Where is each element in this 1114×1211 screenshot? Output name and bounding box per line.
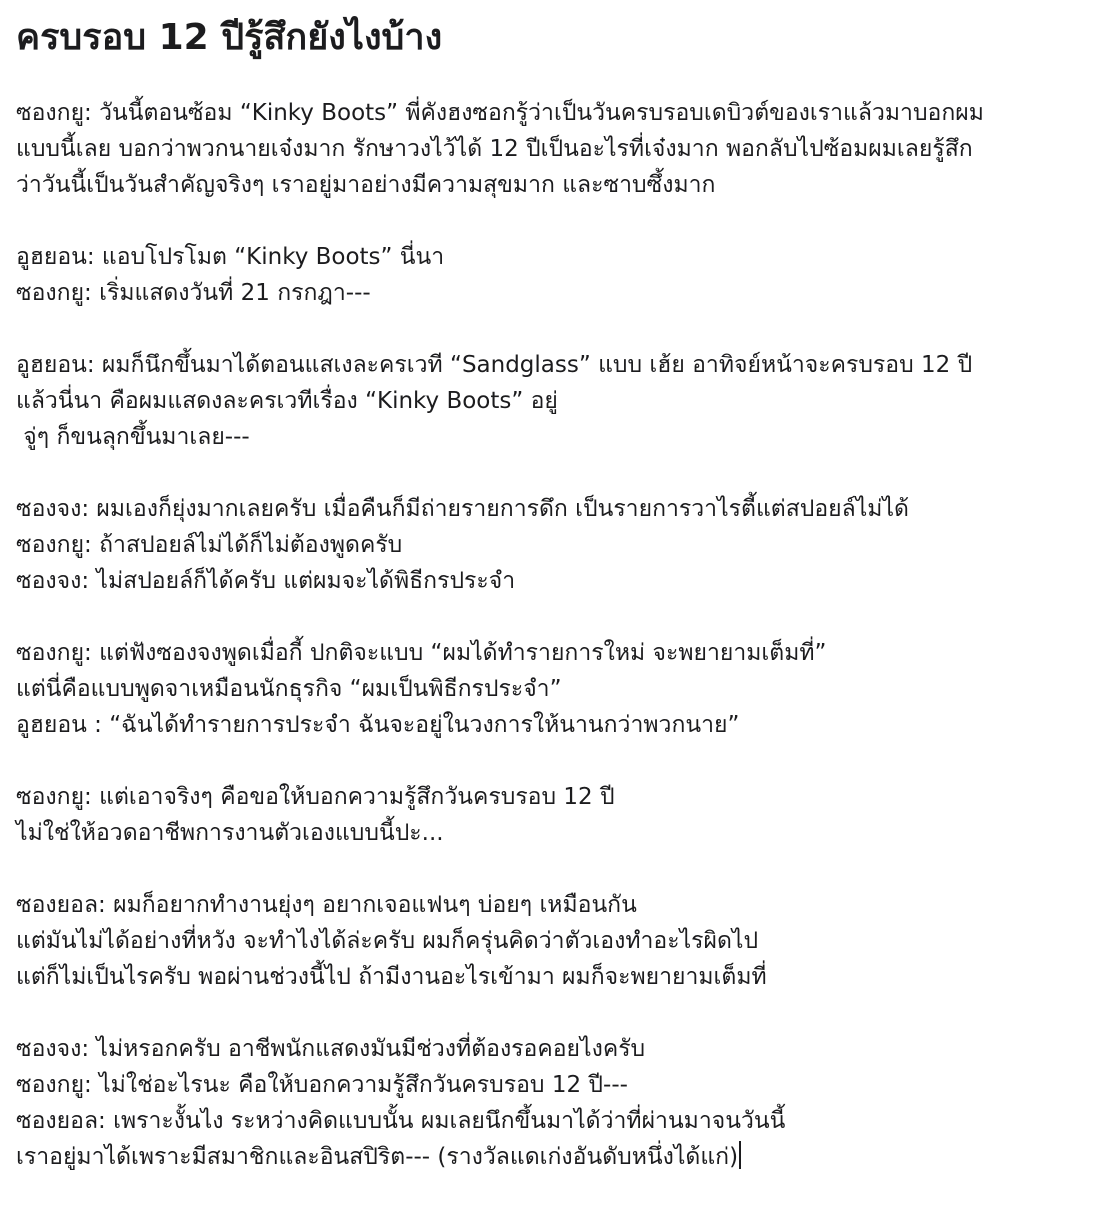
text-line-last [16,1139,1106,1175]
text-line: อูฮยอน: แอบโปรโมต “Kinky Boots” นี่นา [16,244,445,270]
text-line: แต่นี่คือแบบพูดจาเหมือนนักธุรกิจ “ผมเป็นพิธีกรประจำ” [16,676,562,702]
text-line: ซองกยู: แต่ฟังซองจงพูดเมื่อกี้ ปกติจะแบบ “ผมได้ทำรายการใหม่ จะพยายามเต็มที่” [16,640,827,666]
paragraph-2 [16,239,1106,311]
text-line: จู่ๆ ก็ขนลุกขึ้นมาเลย--- [16,424,250,450]
text-line: แต่มันไม่ได้อย่างที่หวัง จะทำไงได้ล่ะครับ ผมก็ครุ่นคิดว่าตัวเองทำอะไรผิดไป [16,928,759,954]
last-line-text: เราอยู่มาได้เพราะมีสมาชิกและอินสปิริต--- (รางวัลแดเก่งอันดับหนึ่งได้แก่) [16,1144,739,1170]
text-line: ซองกยู: วันนี้ตอนซ้อม “Kinky Boots” พี่คังฮงซอกรู้ว่าเป็นวันครบรอบเดบิวต์ของเราแล้วมาบอกผม [16,100,984,126]
paragraph-7 [16,887,1106,995]
text-line: ซองกยู: ไม่ใช่อะไรนะ คือให้บอกความรู้สึกวันครบรอบ 12 ปี--- [16,1072,628,1098]
text-line: อูฮยอน : “ฉันได้ทำรายการประจำ ฉันจะอยู่ในวงการให้นานกว่าพวกนาย” [16,712,740,738]
text-line: ว่าวันนี้เป็นวันสำคัญจริงๆ เราอยู่มาอย่างมีความสุขมาก และซาบซึ้งมาก [16,172,716,198]
text-line: ซองกยู: แต่เอาจริงๆ คือขอให้บอกความรู้สึกวันครบรอบ 12 ปี [16,784,615,810]
text-line: ซองยอล: เพราะงั้นไง ระหว่างคิดแบบนั้น ผมเลยนึกขึ้นมาได้ว่าที่ผ่านมาจนวันนี้ [16,1108,786,1134]
paragraph-3 [16,347,1106,455]
text-line: อูฮยอน: ผมก็นึกขึ้นมาได้ตอนแสเงละครเวที “Sandglass” แบบ เฮ้ย อาทิจย์หน้าจะครบรอบ 12 ปี [16,352,973,378]
paragraph-8 [16,1031,1106,1175]
note-editor[interactable] [16,14,1106,1211]
text-line: ซองกยู: เริ่มแสดงวันที่ 21 กรกฎา--- [16,280,371,306]
paragraph-5 [16,635,1106,743]
text-line: แบบนี้เลย บอกว่าพวกนายเจ๋งมาก รักษาวงไว้ได้ 12 ปีเป็นอะไรที่เจ๋งมาก พอกลับไปซ้อมผมเลยรู้สึก [16,136,973,162]
note-title[interactable]: ครบรอบ 12 ปีรู้สึกยังไงบ้าง [16,17,443,58]
paragraph-4 [16,491,1106,599]
paragraph-1 [16,95,1106,203]
text-line: ซองจง: ไม่หรอกครับ อาชีพนักแสดงมันมีช่วงที่ต้องรอคอยไงครับ [16,1036,646,1062]
text-cursor [739,1141,741,1169]
text-line: ซองจง: ไม่สปอยล์ก็ได้ครับ แต่ผมจะได้พิธีกรประจำ [16,568,516,594]
text-line: ซองจง: ผมเองก็ยุ่งมากเลยครับ เมื่อคืนก็มีถ่ายรายการดึก เป็นรายการวาไรตี้แต่สปอยล์ไม่ได้ [16,496,909,522]
text-line: ซองกยู: ถ้าสปอยล์ไม่ได้ก็ไม่ต้องพูดครับ [16,532,403,558]
text-line: ซองยอล: ผมก็อยากทำงานยุ่งๆ อยากเจอแฟนๆ บ่อยๆ เหมือนกัน [16,892,637,918]
paragraph-6 [16,779,1106,851]
text-line: แล้วนี่นา คือผมแสดงละครเวทีเรื่อง “Kinky Boots” อยู่ [16,388,558,414]
text-line: ไม่ใช่ให้อวดอาชีพการงานตัวเองแบบนี้ปะ... [16,820,444,846]
text-line: แต่ก็ไม่เป็นไรครับ พอผ่านช่วงนี้ไป ถ้ามีงานอะไรเข้ามา ผมก็จะพยายามเต็มที่ [16,964,767,990]
